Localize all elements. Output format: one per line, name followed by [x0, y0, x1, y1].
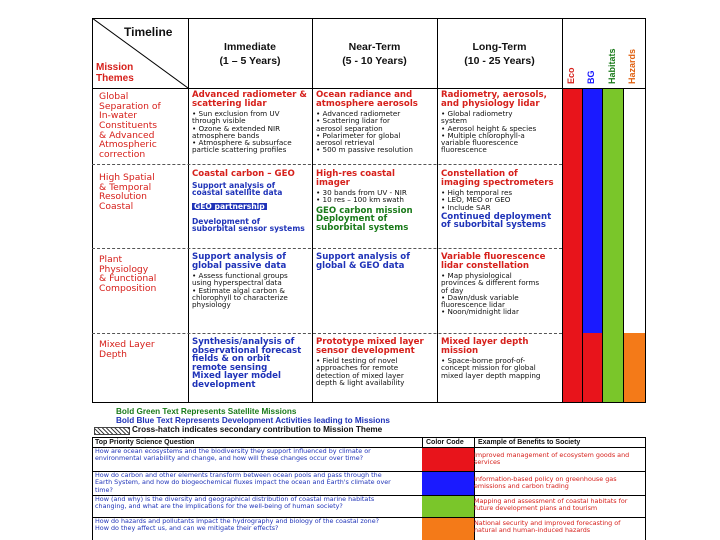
col-divider-2 [312, 18, 313, 402]
immediate-header: Immediate [224, 41, 276, 53]
bar-divider-1 [582, 89, 583, 402]
theme-plant-physiology: Plant Physiology & Functional Composition [99, 254, 157, 294]
row-divider-1 [92, 164, 562, 165]
theme-high-spatial: High Spatial & Temporal Resolution Coastal [99, 172, 155, 212]
crosshatch-swatch [94, 427, 130, 435]
bar-divider-2 [602, 89, 603, 402]
legend-blue: Bold Blue Text Represents Development Activities leading to Missions [116, 416, 390, 425]
eco-color-bar-main [563, 89, 582, 333]
qtable-header-color: Color Code [426, 439, 464, 446]
col-divider-1 [188, 18, 189, 402]
qtable-top-border [92, 437, 646, 438]
row4-near-cell: Prototype mixed layer sensor development • Field testing of novel approaches for remote detection of mixed layer depth & light availability [316, 337, 424, 387]
question-hazards: How do hazards and pollutants impact the hydrography and biology of the coastal zone? How do they affect us, and can we mitigate their effects? [95, 517, 380, 533]
question-bg: How do carbon and other elements transform between ocean pools and pass through the Earth System, and how do biogeochemical fluxes impact the ocean and Earth's climate over time? [95, 471, 391, 494]
theme-mixed-layer: Mixed Layer Depth [99, 339, 155, 360]
row-divider-3 [92, 333, 562, 334]
immediate-range: (1 – 5 Years) [219, 55, 281, 67]
row1-long-cell: Radiometry, aerosols, and physiology lidar • Global radiometry system • Aerosol height & species • Multiple chlorophyll-a variable fluorescence fluorescence [441, 90, 547, 155]
row3-near-cell: Support analysis of global & GEO data [316, 252, 410, 271]
col-divider-3 [437, 18, 438, 402]
benefit-habitats: Mapping and assessment of coastal habitats for future development plans and tourism [474, 497, 628, 513]
benefit-hazards: National security and improved forecasting of natural and human-induced hazards [474, 519, 621, 535]
bar-divider-3 [623, 89, 624, 402]
bg-color-bar [582, 89, 602, 333]
habitats-label: Habitats [607, 48, 617, 84]
legend-green: Bold Green Text Represents Satellite Missions [116, 407, 297, 416]
color-swatch-green [422, 496, 474, 517]
qtable-left-border [92, 437, 93, 540]
row2-near-cell: High-res coastal imager • 30 bands from UV - NIR • 10 res – 100 km swath GEO carbon mission Deployment of suborbital systems [316, 169, 413, 233]
question-habitats: How (and why) is the diversity and geographical distribution of coastal marine habitats changing, and what are the implications for the well-being of human society? [95, 495, 375, 511]
qtable-right-border [645, 437, 646, 540]
hazards-label: Hazards [627, 48, 637, 84]
table-right-border [645, 18, 646, 402]
legend-crosshatch: Cross-hatch indicates secondary contribution to Mission Theme [132, 425, 383, 434]
qtable-header-question: Top Priority Science Question [95, 439, 195, 446]
row3-immediate-cell: Support analysis of global passive data • Assess functional groups using hyperspectral data • Estimate algal carbon & chlorophyll to characterize physiology [192, 252, 288, 309]
row4-immediate-cell: Synthesis/analysis of observational forecast fields & on orbit remote sensing Mixed layer model development [192, 337, 302, 390]
bg-label: BG [586, 70, 596, 84]
long-term-header: Long-Term [472, 41, 527, 53]
mission-themes-label: Mission Themes [96, 62, 134, 84]
row-divider-2 [92, 248, 562, 249]
table-bottom-border [92, 402, 646, 403]
color-swatch-blue [422, 472, 474, 495]
benefit-eco: Improved management of ecosystem goods and services [474, 451, 630, 467]
hazards-empty-bar [623, 89, 645, 333]
theme-global-separation: Global Separation of In-water Constituents & Advanced Atmospheric correction [99, 91, 161, 160]
benefit-bg: Information-based policy on greenhouse gas emissions and carbon trading [474, 475, 617, 491]
eco-label: Eco [566, 67, 576, 84]
long-term-range: (10 - 25 Years) [464, 55, 535, 67]
row3-long-cell: Variable fluorescence lidar constellation • Map physiological provinces & different forms of day • Dawn/dusk variable fluorescence lidar • Noon/midnight lidar [441, 252, 546, 317]
near-term-header: Near-Term [348, 41, 401, 53]
near-term-range: (5 - 10 Years) [342, 55, 407, 67]
row2-long-cell: Constellation of imaging spectrometers • High temporal res • LEO, MEO or GEO • Include SAR Continued deployment of suborbital systems [441, 169, 554, 231]
color-swatch-orange [422, 518, 474, 540]
hazards-color-bar [623, 333, 645, 402]
timeline-label: Timeline [124, 25, 173, 39]
row2-immediate-cell: Coastal carbon – GEO Support analysis of coastal satellite data GEO partnership Development of suborbital sensor systems [192, 169, 305, 234]
question-eco: How are ocean ecosystems and the biodiversity they support influenced by climate or environmental variability and change, and how will these changes occur over time? [95, 447, 371, 463]
row1-immediate-cell: Advanced radiometer & scattering lidar • Sun exclusion from UV through visible • Ozone & extended NIR atmosphere bands • Atmosphere & subsurface particle scattering profiles [192, 90, 307, 155]
row1-near-cell: Ocean radiance and atmosphere aerosols • Advanced radiometer • Scattering lidar for aerosol separation • Polarimeter for global aerosol retrieval • 500 m passive resolution [316, 90, 418, 155]
habitats-color-bar [602, 89, 623, 402]
color-swatch-red [422, 448, 474, 471]
qtable-header-benefits: Example of Benefits to Society [478, 439, 581, 446]
row4-long-cell: Mixed layer depth mission • Space-borne proof-of- concept mission for global mixed layer depth mapping [441, 337, 541, 380]
